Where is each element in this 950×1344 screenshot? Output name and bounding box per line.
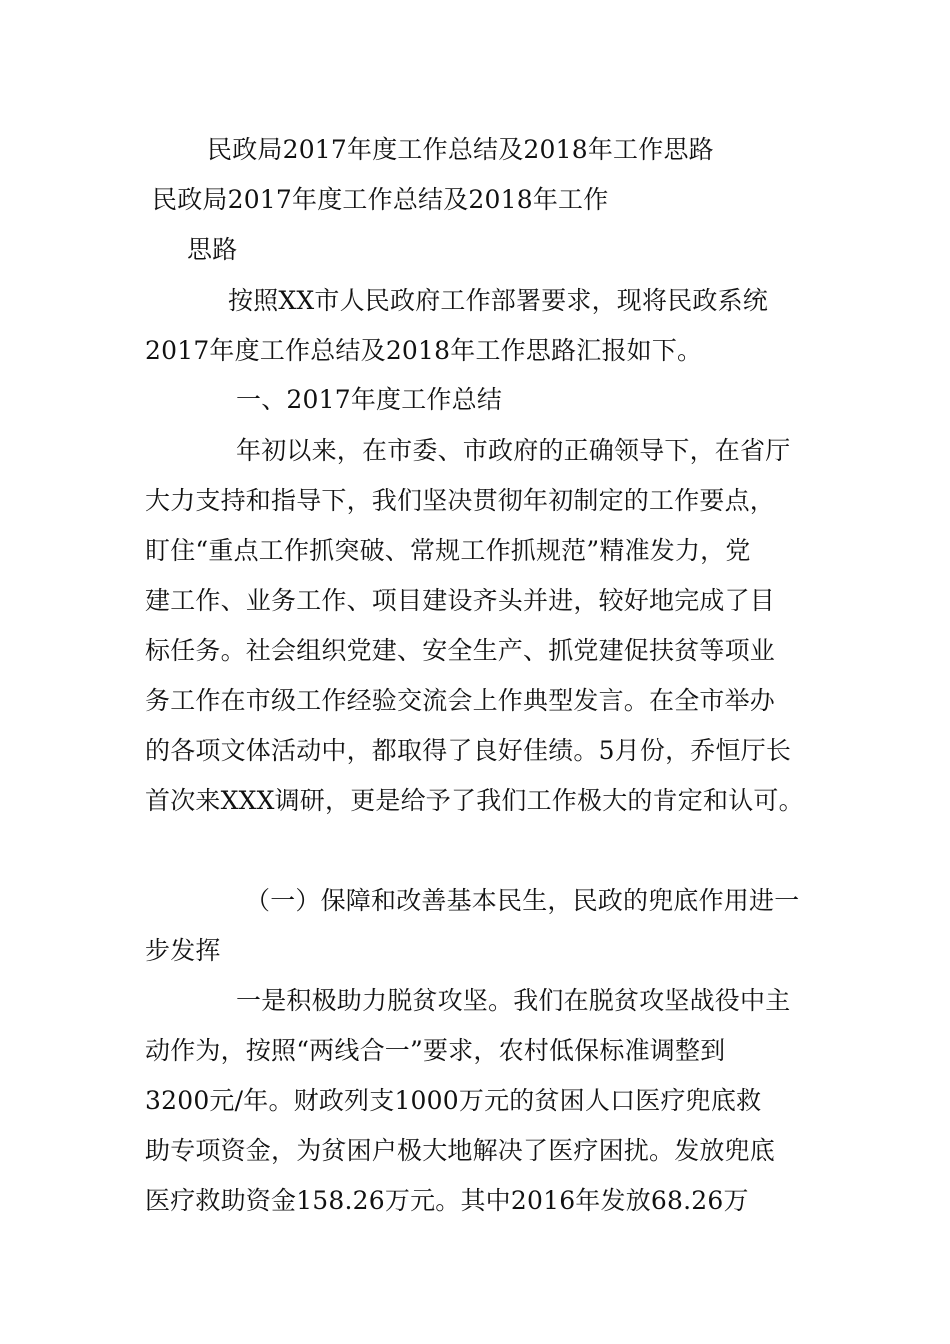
document-subtitle-line-1: 民政局2017年度工作总结及2018年工作 xyxy=(152,185,609,214)
paragraph1-line-8: 首次来XXX调研，更是给予了我们工作极大的肯定和认可。 xyxy=(145,786,804,815)
paragraph1-line-3: 盯住“重点工作抓突破、常规工作抓规范”精准发力，党 xyxy=(145,536,751,565)
intro-line-1: 按照XX市人民政府工作部署要求，现将民政系统 xyxy=(228,286,768,315)
paragraph2-line-3: 3200元/年。财政列支1000万元的贫困人口医疗兜底救 xyxy=(145,1086,762,1115)
paragraph2-line-5: 医疗救助资金158.26万元。其中2016年发放68.26万 xyxy=(145,1186,749,1215)
paragraph2-line-4: 助专项资金，为贫困户极大地解决了医疗困扰。发放兜底 xyxy=(145,1136,776,1165)
paragraph1-line-6: 务工作在市级工作经验交流会上作典型发言。在全市举办 xyxy=(145,686,776,715)
paragraph1-line-5: 标任务。社会组织党建、安全生产、抓党建促扶贫等项业 xyxy=(145,636,776,665)
paragraph1-line-1: 年初以来，在市委、市政府的正确领导下，在省厅 xyxy=(236,436,791,465)
subsection-heading-line-1: （一）保障和改善基本民生，民政的兜底作用进一 xyxy=(245,886,800,915)
paragraph1-line-4: 建工作、业务工作、项目建设齐头并进，较好地完成了目 xyxy=(145,586,776,615)
paragraph1-line-7: 的各项文体活动中，都取得了良好佳绩。5月份，乔恒厅长 xyxy=(145,736,792,765)
document-subtitle-line-2: 思路 xyxy=(187,235,238,264)
paragraph2-line-1: 一是积极助力脱贫攻坚。我们在脱贫攻坚战役中主 xyxy=(236,986,791,1015)
paragraph2-line-2: 动作为，按照“两线合一”要求，农村低保标准调整到 xyxy=(145,1036,726,1065)
intro-line-2: 2017年度工作总结及2018年工作思路汇报如下。 xyxy=(145,336,703,365)
document-title: 民政局2017年度工作总结及2018年工作思路 xyxy=(207,135,714,164)
section-heading: 一、2017年度工作总结 xyxy=(236,385,503,414)
paragraph1-line-2: 大力支持和指导下，我们坚决贯彻年初制定的工作要点， xyxy=(145,486,776,515)
subsection-heading-line-2: 步发挥 xyxy=(145,936,221,965)
